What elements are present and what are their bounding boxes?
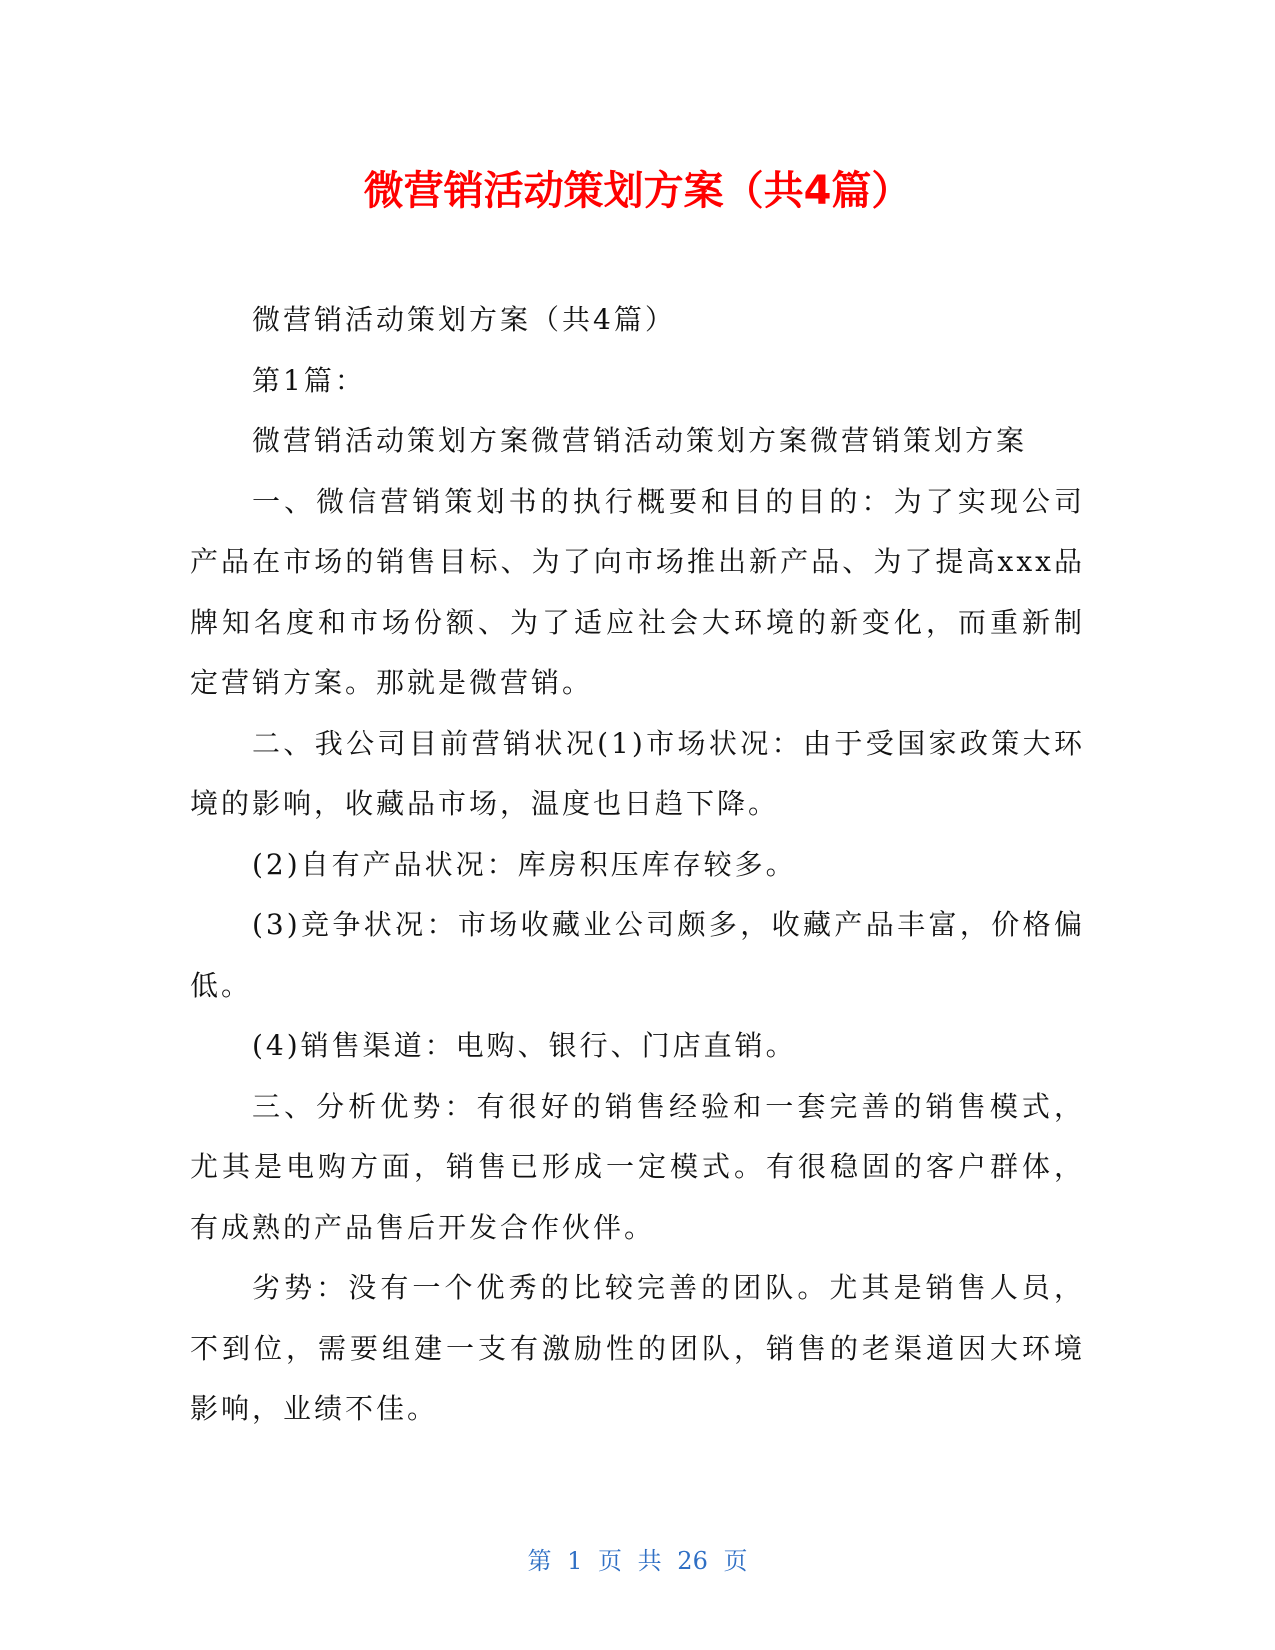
paragraph: 第1篇： bbox=[252, 363, 366, 397]
paragraph: 二、我公司目前营销状况(1)市场状况：由于受国家政策大环境的影响，收藏品市场，温度也日趋下降。 bbox=[190, 726, 1085, 820]
page-number-footer: 第 1 页 共 26 页 bbox=[527, 1547, 748, 1575]
paragraph: 微营销活动策划方案微营销活动策划方案微营销策划方案 bbox=[252, 424, 1028, 457]
paragraph: (3)竞争状况：市场收藏业公司颇多，收藏产品丰富，价格偏低。 bbox=[190, 908, 1085, 1002]
paragraph: (4)销售渠道：电购、银行、门店直销。 bbox=[252, 1029, 797, 1062]
paragraph: 劣势：没有一个优秀的比较完善的团队。尤其是销售人员，不到位，需要组建一支有激励性的团队，销售的老渠道因大环境影响，业绩不佳。 bbox=[190, 1271, 1085, 1425]
document-title: 微营销活动策划方案（共4篇） bbox=[363, 168, 912, 214]
paragraph: 三、分析优势：有很好的销售经验和一套完善的销售模式，尤其是电购方面，销售已形成一定模式。有很稳固的客户群体，有成熟的产品售后开发合作伙伴。 bbox=[190, 1089, 1085, 1244]
paragraph: 微营销活动策划方案（共4篇） bbox=[252, 303, 676, 336]
paragraph: (2)自有产品状况：库房积压库存较多。 bbox=[252, 847, 797, 881]
document-body bbox=[190, 290, 1085, 1440]
paragraph: 一、微信营销策划书的执行概要和目的目的：为了实现公司产品在市场的销售目标、为了向市场推出新产品、为了提高xxx品牌知名度和市场份额、为了适应社会大环境的新变化，而重新制定营销方案。那就是微营销。 bbox=[190, 484, 1085, 699]
